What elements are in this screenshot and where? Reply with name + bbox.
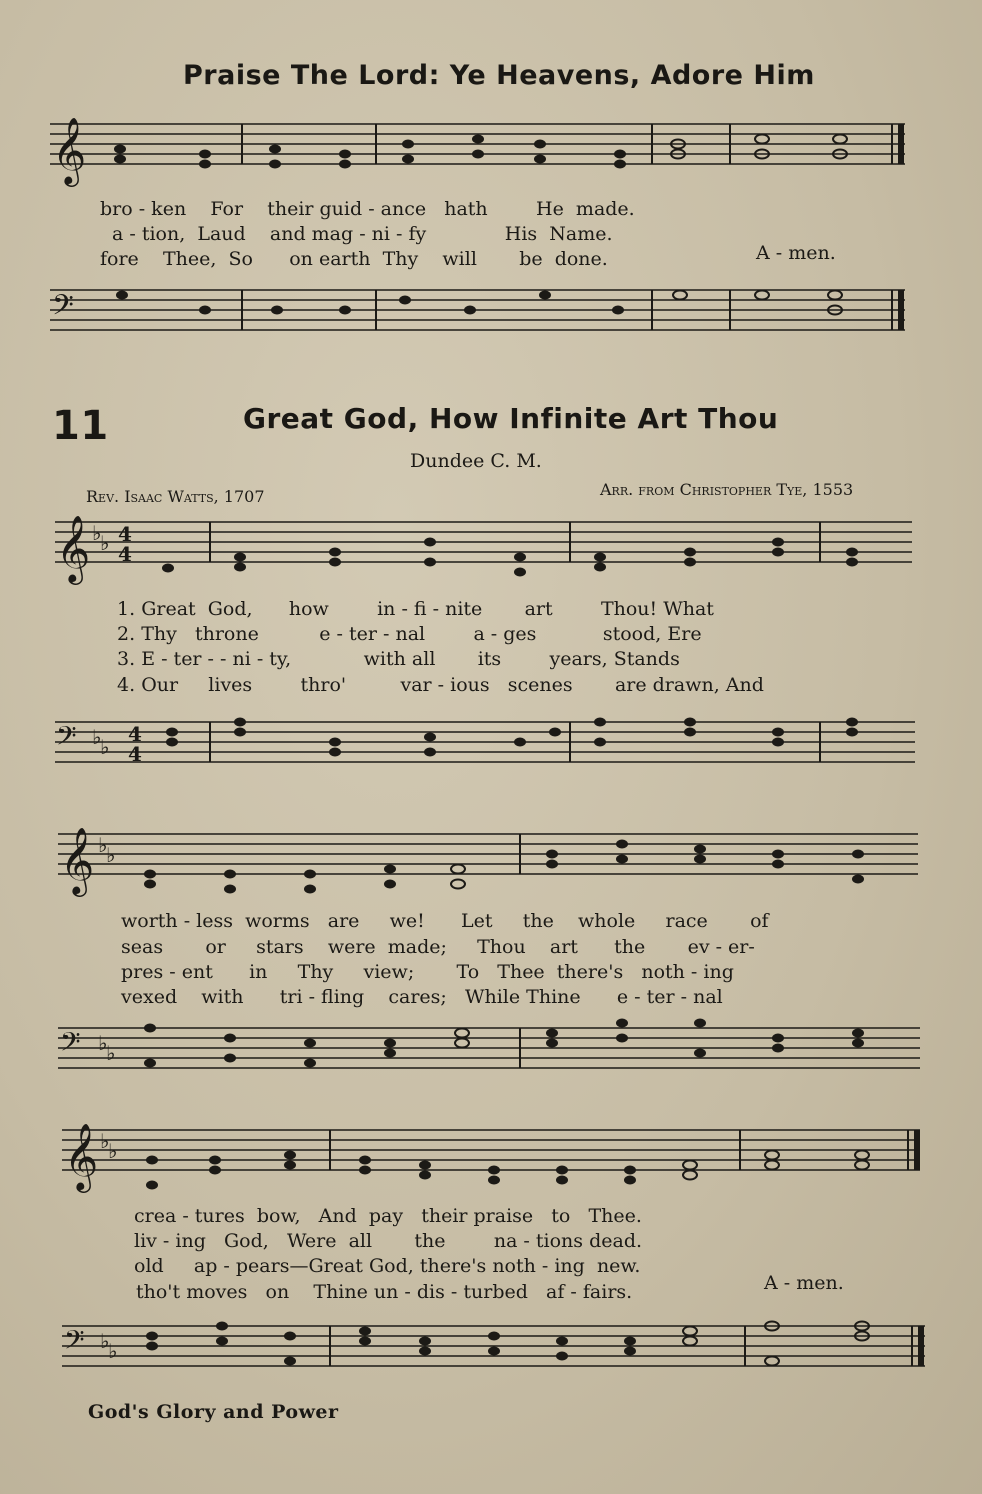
verse-3-line-2: pres - ent in Thy view; To Thee there's noth - ing: [121, 961, 734, 983]
arranger-credit: Arr. from Christopher Tye, 1553: [600, 480, 854, 499]
svg-text:𝄢: 𝄢: [64, 1324, 85, 1362]
prev-amen: A - men.: [756, 242, 836, 264]
system2-treble-staff: [0, 828, 982, 898]
svg-text:♭: ♭: [100, 735, 110, 759]
verse-4-line-3: tho't moves on Thine un - dis - turbed af - fairs.: [136, 1281, 633, 1303]
tune-name: Dundee C. M.: [410, 450, 542, 472]
prev-verse-line-2: a - tion, Laud and mag - ni - fy His Name.: [112, 223, 613, 245]
svg-text:𝄢: 𝄢: [52, 289, 74, 329]
hymn-number: 11: [52, 403, 109, 449]
verse-4-line-2: vexed with tri - fling cares; While Thine e - ter - nal: [121, 986, 723, 1008]
svg-text:♭: ♭: [100, 1329, 110, 1353]
prev-verse-line-3: fore Thee, So on earth Thy will be done.: [100, 248, 608, 270]
svg-text:♭: ♭: [98, 833, 108, 857]
verse-4-line-1: 4. Our lives thro' var - ious scenes are drawn, And: [117, 674, 764, 696]
svg-text:♭: ♭: [92, 725, 102, 749]
prev-verse-line-1: bro - ken For their guid - ance hath He made.: [100, 198, 635, 220]
system1-treble-staff: [0, 516, 982, 586]
svg-text:♭: ♭: [98, 1031, 108, 1055]
system3-treble-staff: [0, 1124, 982, 1194]
svg-text:𝄞: 𝄞: [52, 116, 87, 184]
svg-text:𝄢: 𝄢: [56, 720, 77, 758]
svg-text:𝄞: 𝄞: [60, 826, 95, 894]
svg-text:4: 4: [128, 722, 142, 746]
svg-text:♭: ♭: [108, 1139, 118, 1163]
svg-text:𝄞: 𝄞: [64, 1122, 99, 1190]
hymn-amen: A - men.: [764, 1272, 844, 1294]
svg-text:♭: ♭: [100, 1129, 110, 1153]
svg-text:♭: ♭: [106, 843, 116, 867]
svg-text:♭: ♭: [92, 521, 102, 545]
verse-2-line-3: liv - ing God, Were all the na - tions dead.: [134, 1230, 643, 1252]
svg-text:4: 4: [128, 742, 142, 766]
verse-2-line-1: 2. Thy throne e - ter - nal a - ges stood, Ere: [117, 623, 702, 645]
hymn-title: Great God, How Infinite Art Thou: [243, 402, 779, 435]
prev-bass-staff: [0, 284, 982, 354]
svg-text:♭: ♭: [106, 1041, 116, 1065]
verse-3-line-3: old ap - pears—Great God, there's noth - ing new.: [134, 1255, 641, 1277]
svg-text:𝄢: 𝄢: [60, 1026, 81, 1064]
svg-text:4: 4: [118, 522, 132, 546]
svg-text:♭: ♭: [108, 1339, 118, 1363]
next-hymn-title: God's Glory and Power: [88, 1401, 339, 1423]
author-credit: Rev. Isaac Watts, 1707: [86, 487, 265, 506]
prev-hymn-title: Praise The Lord: Ye Heavens, Adore Him: [183, 60, 815, 91]
prev-treble-staff: [0, 118, 982, 188]
verse-1-line-2: worth - less worms are we! Let the whole race of: [121, 910, 769, 932]
system1-bass-staff: [0, 716, 982, 786]
verse-1-line-1: 1. Great God, how in - fi - nite art Thou! What: [117, 598, 714, 620]
system2-bass-staff: [0, 1022, 982, 1092]
svg-text:4: 4: [118, 542, 132, 566]
system3-bass-staff: [0, 1320, 982, 1390]
verse-1-line-3: crea - tures bow, And pay their praise to Thee.: [134, 1205, 642, 1227]
verse-3-line-1: 3. E - ter - - ni - ty, with all its years, Stands: [117, 648, 680, 670]
svg-text:♭: ♭: [100, 531, 110, 555]
verse-2-line-2: seas or stars were made; Thou art the ev - er-: [121, 936, 755, 958]
svg-text:𝄞: 𝄞: [56, 514, 91, 582]
